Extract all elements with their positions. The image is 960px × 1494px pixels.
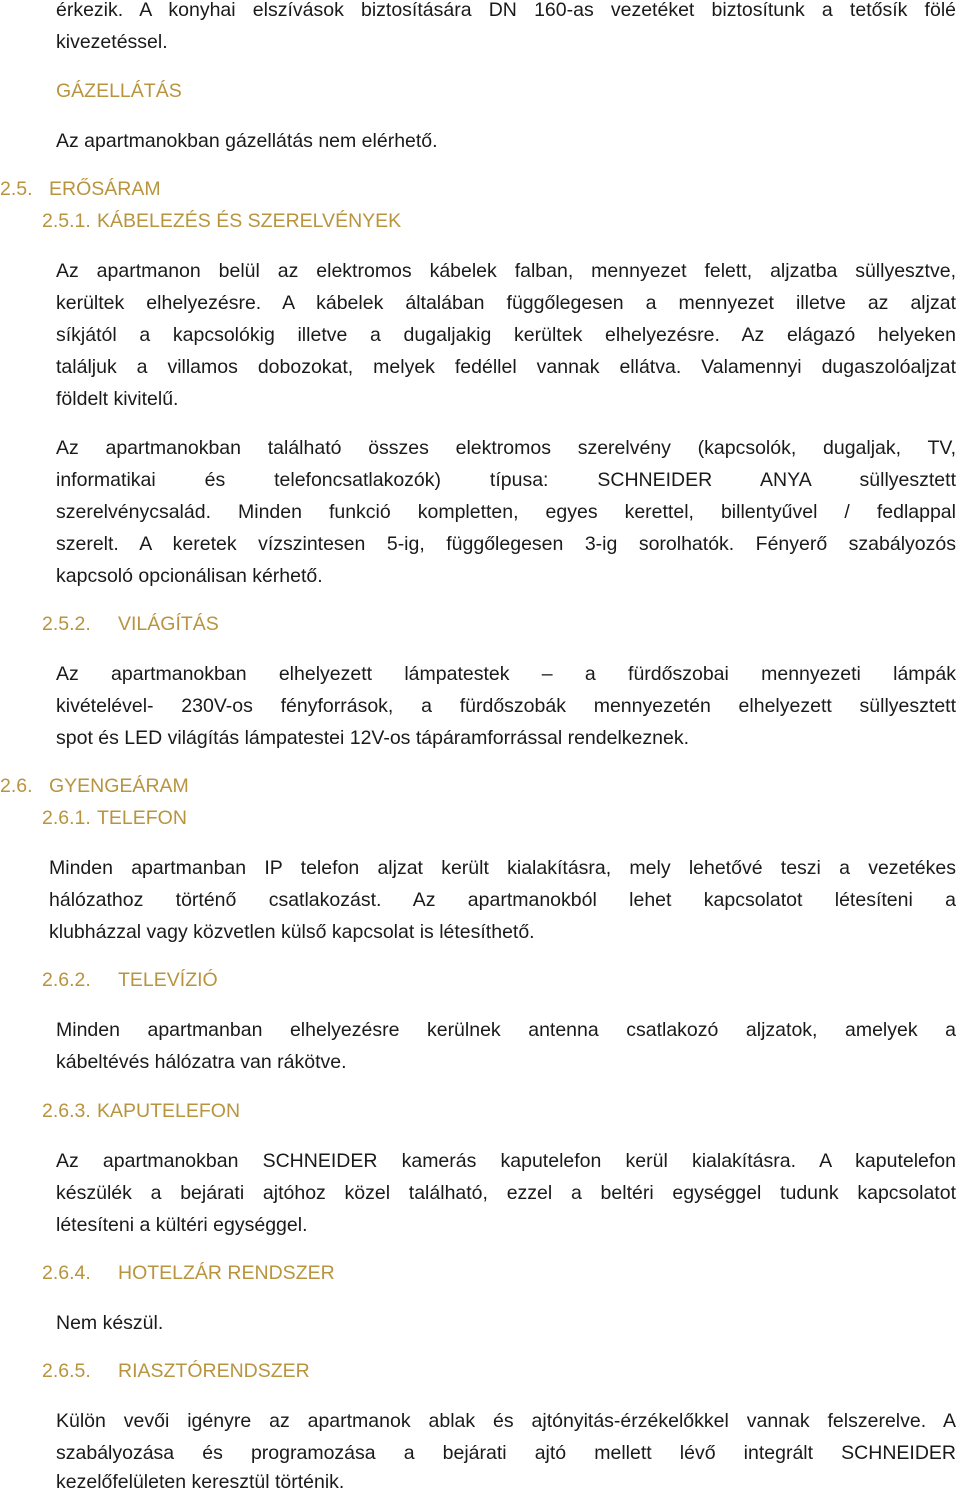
body-text-line: Az apartmanon belül az elektromos kábelek falban, mennyezet felett, aljzatba süllyesztve, xyxy=(56,260,956,282)
body-text-line: szerelvénycsalád. Minden funkció kompletten, egyes kerettel, billentyűvel / fedlappal xyxy=(56,501,956,523)
body-text-line: találjuk a villamos dobozokat, melyek fedéllel vannak ellátva. Valamennyi dugaszolóaljzat xyxy=(56,356,956,378)
body-text-line: létesíteni a kültéri egységgel. xyxy=(56,1214,308,1236)
section-title: HOTELZÁR RENDSZER xyxy=(118,1262,335,1284)
body-text-line: kábeltévés hálózatra van rákötve. xyxy=(56,1051,347,1073)
section-number: 2.6. xyxy=(0,775,33,797)
section-title: VILÁGÍTÁS xyxy=(118,613,219,635)
section-heading-2-6-1 xyxy=(42,806,187,830)
body-text-line: földelt kivitelű. xyxy=(56,388,179,410)
section-title: TELEFON xyxy=(97,807,187,829)
section-number: 2.6.1. xyxy=(42,807,91,829)
body-text-line: érkezik. A konyhai elszívások biztosítására DN 160-as vezetéket biztosítunk a tetősík fölé xyxy=(56,0,956,21)
section-heading-2-6-5 xyxy=(42,1359,310,1383)
body-text-line: kezelőfelületen keresztül történik. xyxy=(56,1471,345,1493)
section-title: TELEVÍZIÓ xyxy=(118,969,218,991)
body-text-line: spot és LED világítás lámpatestei 12V-os tápáramforrással rendelkeznek. xyxy=(56,727,689,749)
body-text-line: kerültek elhelyezésre. A kábelek általában függőlegesen a mennyezet illetve az aljzat xyxy=(56,292,956,314)
body-text-line: szerelt. A keretek vízszintesen 5-ig, függőlegesen 3-ig sorolhatók. Fényerő szabályozós xyxy=(56,533,956,555)
section-title: ERŐSÁRAM xyxy=(49,178,161,200)
body-text-line: Külön vevői igényre az apartmanok ablak és ajtónyitás-érzékelőkkel vannak felszerelve. A xyxy=(56,1410,956,1432)
section-number: 2.6.2. xyxy=(42,969,91,991)
section-number: 2.5.2. xyxy=(42,613,91,635)
section-heading-2-6-3 xyxy=(42,1099,240,1123)
section-title: RIASZTÓRENDSZER xyxy=(118,1360,310,1382)
body-text-line: Az apartmanokban elhelyezett lámpatestek – a fürdőszobai mennyezeti lámpák xyxy=(56,663,956,685)
body-text-line: kapcsoló opcionálisan kérhető. xyxy=(56,565,323,587)
section-title: GYENGEÁRAM xyxy=(49,775,189,797)
section-number: 2.5.1. xyxy=(42,210,91,232)
section-heading-2-6-2 xyxy=(42,968,218,992)
body-text-line: síkjától a kapcsolókig illetve a dugaljakig kerültek elhelyezésre. Az elágazó helyeken xyxy=(56,324,956,346)
section-title: KAPUTELEFON xyxy=(97,1100,241,1122)
body-text-line: készülék a bejárati ajtóhoz közel található, ezzel a beltéri egységgel tudunk kapcsolatot xyxy=(56,1182,956,1204)
body-text-line: klubházzal vagy közvetlen külső kapcsolat is létesíthető. xyxy=(49,921,535,943)
body-text-line: informatikai és telefoncsatlakozók) típusa: SCHNEIDER ANYA süllyesztett xyxy=(56,469,956,491)
section-number: 2.6.4. xyxy=(42,1262,91,1284)
body-text-line: kivezetéssel. xyxy=(56,31,168,53)
body-text-line: szabályozása és programozása a bejárati ajtó mellett lévő integrált SCHNEIDER xyxy=(56,1442,956,1464)
section-number: 2.6.3. xyxy=(42,1100,91,1122)
body-text-line: Minden apartmanban elhelyezésre kerülnek antenna csatlakozó aljzatok, amelyek a xyxy=(56,1019,956,1041)
section-heading-gas: GÁZELLÁTÁS xyxy=(56,80,182,102)
section-number: 2.6.5. xyxy=(42,1360,91,1382)
section-heading-2-5-1 xyxy=(42,209,401,233)
body-text-line: Minden apartmanban IP telefon aljzat került kialakításra, mely lehetővé teszi a vezetékes xyxy=(49,857,956,879)
body-text-line: Az apartmanokban SCHNEIDER kamerás kaputelefon kerül kialakításra. A kaputelefon xyxy=(56,1150,956,1172)
body-text-line: kivételével- 230V-os fényforrások, a fürdőszobák mennyezetén elhelyezett süllyesztett xyxy=(56,695,956,717)
section-heading-2-6 xyxy=(0,774,189,798)
section-heading-2-5 xyxy=(0,177,161,201)
body-text-line: hálózathoz történő csatlakozást. Az apartmanokból lehet kapcsolatot létesíteni a xyxy=(49,889,956,911)
section-heading-2-5-2 xyxy=(42,612,219,636)
body-text-line: Az apartmanokban található összes elektromos szerelvény (kapcsolók, dugaljak, TV, xyxy=(56,437,956,459)
body-text-line: Nem készül. xyxy=(56,1312,164,1334)
body-text-line: Az apartmanokban gázellátás nem elérhető. xyxy=(56,130,438,152)
section-title: KÁBELEZÉS ÉS SZERELVÉNYEK xyxy=(97,210,402,232)
section-heading-2-6-4 xyxy=(42,1261,335,1285)
section-number: 2.5. xyxy=(0,178,33,200)
